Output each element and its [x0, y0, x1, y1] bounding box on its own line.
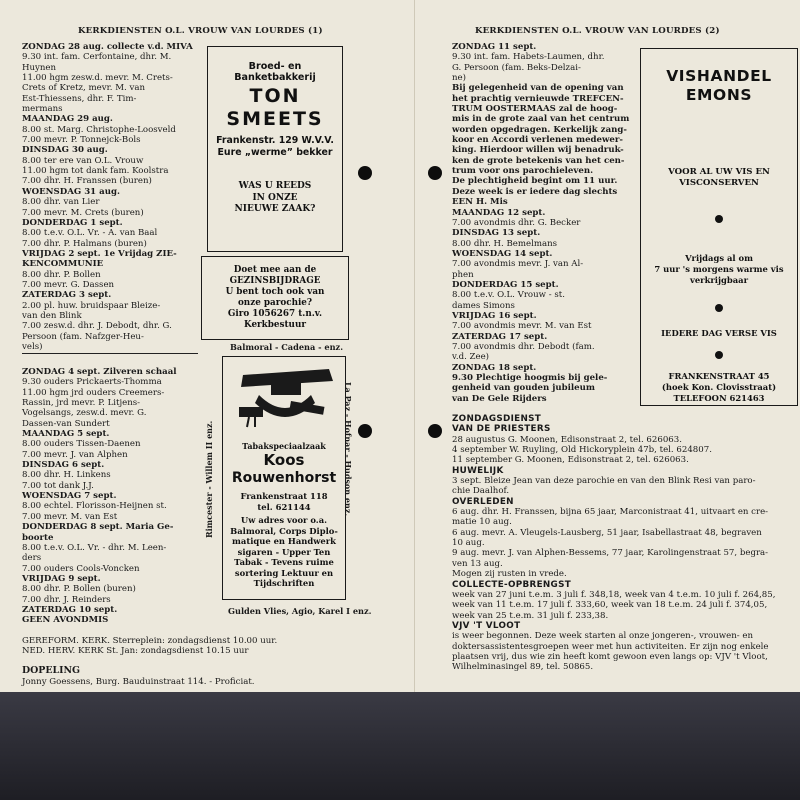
ad-emons-line: verkrijgbaar — [689, 275, 748, 285]
bullet-dot-icon — [641, 351, 797, 359]
ad-ton-line: NIEUWE ZAAK? — [234, 204, 316, 214]
binder-hole-icon — [428, 166, 442, 180]
left-bottom-lines-line: ZATERDAG 10 sept. — [22, 604, 118, 615]
left-bottom-lines-line: VRIJDAG 9 sept. — [22, 573, 101, 584]
left-top-lines-line: Crets of Kretz, mevr. M. van — [22, 83, 146, 94]
right-top-lines-line: 7.00 avondmis mevr. M. van Est — [452, 321, 592, 332]
right-top-lines-line: ZATERDAG 17 sept. — [452, 331, 548, 342]
ad-koos-bottom-brands: Gulden Vlies, Agio, Karel I enz. — [228, 606, 372, 616]
ad-emons-line: Vrijdags al om — [685, 253, 753, 263]
right-bottom-lines-line: COLLECTE-OPBRENGST — [452, 579, 572, 590]
left-top-lines-line: DONDERDAG 1 sept. — [22, 217, 123, 228]
left-bottom-lines-line: Vogelsangs, zesw.d. mevr. G. — [22, 408, 147, 419]
right-top-lines-line: Bij gelegenheid van de opening van — [452, 83, 624, 94]
ad-gezins-line: onze parochie? — [237, 298, 313, 308]
ad-ton-line: Banketbakkerij — [234, 72, 316, 83]
ad-emons-address: FRANKENSTRAAT 45 — [668, 371, 770, 381]
right-bottom-lines-line: ZONDAGSDIENST — [452, 414, 542, 424]
left-bottom-lines-line: 8.00 echtel. Florisson-Heijnen st. — [22, 501, 167, 512]
right-top-lines-line: trum voor ons parochieleven. — [452, 166, 594, 177]
ad-koos-top-brands: Balmoral - Cadena - enz. — [230, 342, 344, 352]
ad-emons-slogan: VOOR AL UW VIS EN — [668, 167, 770, 177]
right-bottom-lines-line: 6 aug. dhr. H. Franssen, bijna 65 jaar, Marconistraat 41, uitvaart en cre- — [452, 507, 769, 518]
left-top-lines-line: Est-Thiessens, dhr. F. Tim- — [22, 93, 137, 104]
right-top-lines-line: ne) — [452, 73, 466, 84]
ad-koos-rouwenhorst — [222, 356, 346, 600]
right-top-lines-line: Deze week is er iedere dag slechts — [452, 186, 618, 197]
left-bottom-lines-line: 9.30 ouders Prickaerts-Thomma — [22, 377, 162, 388]
ad-gezins-line: U bent toch ook van — [225, 287, 325, 297]
ad-koos-line: Rouwenhorst — [231, 470, 337, 486]
left-top-lines-line: 8.00 dhr. P. Bollen — [22, 269, 101, 280]
left-bottom-lines-line: DINSDAG 6 sept. — [22, 460, 105, 471]
left-top-lines-line: 7.00 mevr. M. Crets (buren) — [22, 207, 144, 218]
left-top-lines-line: 8.00 dhr. van Lier — [22, 197, 100, 208]
ad-koos-line: matique en Handwerk — [232, 536, 336, 546]
left-bottom-lines-line: 7.00 mevr. J. van Alphen — [22, 449, 128, 460]
right-top-lines-line: 7.00 avondmis dhr. G. Becker — [452, 217, 581, 228]
right-top-lines-line: worden opgedragen. Kerkelijk zang- — [452, 124, 627, 135]
right-top-lines-line: koor en Accordi verlenen medewer- — [452, 135, 623, 146]
left-bottom-lines-line: 8.00 ouders Tissen-Daenen — [22, 439, 141, 450]
ad-koos-line: Frankenstraat 118 — [240, 491, 328, 501]
right-top-schedule — [452, 42, 630, 404]
bullet-dot-icon — [641, 304, 797, 312]
right-bottom-lines-line: VJV 'T VLOOT — [452, 620, 521, 631]
left-bottom-lines-line: Dassen-van Sundert — [22, 418, 110, 429]
right-top-lines-line: v.d. Zee) — [452, 352, 490, 363]
ad-ton-line: Broed- en — [248, 61, 302, 72]
left-top-lines-line: 7.00 zesw.d. dhr. J. Debodt, dhr. G. — [22, 321, 172, 332]
right-bottom-lines-line: 28 augustus G. Moonen, Edisonstraat 2, tel. 626063. — [452, 434, 682, 445]
left-top-lines-line: 11.00 hgm tot dank fam. Koolstra — [22, 166, 169, 177]
right-bottom-lines-line: 4 september W. Ruyling, Old Hickoryplein 47b, tel. 624807. — [452, 445, 712, 456]
right-bottom-lines-line: Wilhelminasingel 89, tel. 50865. — [452, 662, 594, 673]
ad-koos-line: Balmoral, Corps Diplo- — [230, 525, 338, 536]
left-bottom-lines-line: DOPELING — [22, 665, 81, 677]
left-bottom-lines-line: 8.00 dhr. P. Bollen (buren) — [22, 584, 136, 595]
ad-gezins-line: GEZINSBIJDRAGE — [229, 276, 321, 286]
right-bottom-lines-line: week van 11 t.e.m. 17 juli f. 333,60, week van 18 t.e.m. 24 juli f. 374,05, — [452, 600, 768, 611]
left-bottom-lines-line: 7.00 ouders Cools-Voncken — [22, 563, 140, 574]
ad-koos-line: sigaren - Upper Ten — [237, 546, 331, 557]
cigar-smoker-illustration-icon — [229, 361, 339, 431]
left-bottom-lines-line: GEREFORM. KERK. Sterreplein: zondagsdienst 10.00 uur. — [22, 635, 278, 646]
ad-ton-line: TON — [249, 85, 301, 107]
right-top-lines-line: dames Simons — [452, 300, 515, 311]
right-top-lines-line: 8.00 t.e.v. O.L. Vrouw - st. — [452, 290, 565, 301]
right-bottom-lines-line: 6 aug. mevr. A. Vleugels-Lausberg, 51 jaar, Isabellastraat 48, begraven — [452, 527, 762, 538]
right-top-lines-line: VRIJDAG 16 sept. — [452, 310, 537, 321]
left-bottom-lines-line: 8.00 t.e.v. O.L. Vr. - dhr. M. Leen- — [22, 542, 167, 553]
ad-koos-line: Koos — [263, 451, 305, 469]
ad-gezins-line: Doet mee aan de — [233, 265, 317, 275]
right-top-lines-line: DINSDAG 13 sept. — [452, 228, 541, 239]
left-bottom-lines-line: GEEN AVONDMIS — [22, 615, 109, 626]
right-top-lines-line: G. Persoon (fam. Beks-Delzai- — [452, 62, 581, 73]
left-bottom-lines-line: MAANDAG 5 sept. — [22, 429, 110, 440]
left-top-lines-line: MAANDAG 29 aug. — [22, 114, 113, 125]
right-top-lines-line: WOENSDAG 14 sept. — [452, 248, 553, 259]
left-bottom-lines-line — [22, 626, 204, 636]
left-bottom-lines-line: ders — [22, 553, 42, 564]
right-bottom-lines-line: week van 27 juni t.e.m. 3 juli f. 348,18, week van 4 t.e.m. 10 juli f. 264,85, — [452, 589, 776, 600]
left-bottom-lines-line: NED. HERV. KERK St. Jan: zondagsdienst 10.15 uur — [22, 645, 249, 656]
ad-emons-address: (hoek Kon. Clovisstraat) — [661, 382, 777, 392]
right-top-lines-line: ken de grote betekenis van het cen- — [452, 155, 625, 166]
ad-gezins-line: Kerkbestuur — [244, 320, 306, 330]
right-top-lines-line: 7.00 avondmis dhr. Debodt (fam. — [452, 341, 595, 352]
right-bottom-lines-line: matie 10 aug. — [452, 517, 512, 528]
right-top-lines-line: genheid van gouden jubileum — [452, 383, 595, 394]
right-top-lines-line: 9.30 int. fam. Habets-Laumen, dhr. — [452, 52, 605, 63]
binder-hole-icon — [358, 424, 372, 438]
left-bottom-lines-line: DONDERDAG 8 sept. Maria Ge- — [22, 522, 174, 533]
left-top-lines-line: 7.00 mevr. G. Dassen — [22, 279, 115, 290]
left-bottom-lines-line: 7.00 dhr. J. Reinders — [22, 594, 111, 605]
left-top-lines-line: 8.00 st. Marg. Christophe-Loosveld — [22, 124, 176, 135]
ad-emons-title: VISHANDEL — [666, 67, 772, 85]
ad-ton-line: SMEETS — [226, 108, 324, 130]
ad-ton-smeets — [207, 46, 343, 252]
left-top-lines-line: van den Blink — [22, 310, 82, 321]
right-bottom-notices — [452, 414, 796, 673]
right-top-lines-line: 9.30 Plechtige hoogmis bij gele- — [452, 373, 608, 383]
left-top-lines-line: Persoon (fam. Nafzger-Heu- — [22, 331, 144, 342]
right-bottom-lines-line: 3 sept. Bleize Jean van deze parochie en van den Blink Resi van paro- — [452, 476, 756, 487]
right-bottom-lines-line: doktersassistentesgroepen weer met hun activiteiten. Er zijn nog enkele — [452, 641, 769, 652]
background-surface — [0, 692, 800, 800]
ad-emons-slogan: VISCONSERVEN — [679, 178, 759, 188]
right-top-lines-line: het prachtig vernieuwde TREFCEN- — [452, 93, 624, 104]
left-top-lines-line: 8.00 ter ere van O.L. Vrouw — [22, 155, 144, 166]
right-bottom-lines-line: 10 aug. — [452, 538, 485, 549]
left-bottom-lines-line: ZONDAG 4 sept. Zilveren schaal — [22, 367, 177, 377]
ad-ton-line: WAS U REEDS — [238, 181, 312, 191]
right-top-lines-line: De plechtigheid begint om 11 uur. — [452, 176, 618, 187]
left-top-lines-line: VRIJDAG 2 sept. 1e Vrijdag ZIE- — [22, 248, 177, 259]
left-top-lines-line: 7.00 dhr. H. Franssen (buren) — [22, 176, 152, 187]
ad-emons-line: 7 uur 's morgens warme vis — [654, 264, 784, 274]
left-top-lines-line: ZONDAG 28 aug. collecte v.d. MIVA — [22, 42, 193, 52]
right-top-lines-line: EEN H. Mis — [452, 197, 508, 208]
left-top-lines-line: DINSDAG 30 aug. — [22, 145, 108, 156]
left-bottom-lines-line: Rassin, jrd mevr. P. Litjens- — [22, 398, 141, 409]
right-bottom-lines-line: VAN DE PRIESTERS — [452, 424, 551, 435]
ad-koos-left-brands: Rimcester - Willem II enz. — [204, 420, 214, 538]
left-bottom-lines-line: WOENSDAG 7 sept. — [22, 491, 117, 502]
ad-koos-line: tel. 621144 — [257, 501, 311, 512]
left-top-lines-line: Huynen — [22, 62, 57, 73]
right-bottom-lines-line: plaatsen vrij, dus wie zin heeft komt gewoon even langs op: VJV 't Vloot, — [452, 651, 768, 662]
binder-hole-icon — [428, 424, 442, 438]
ad-emons-daily: IEDERE DAG VERSE VIS — [661, 328, 777, 338]
right-bottom-lines-line: 11 september G. Moonen, Edisonstraat 2, tel. 626063. — [452, 455, 689, 466]
ad-emons-title: EMONS — [685, 86, 753, 104]
right-top-lines-line: mis in de grote zaal van het centrum — [452, 114, 630, 125]
left-top-lines-line: 7.00 mevr. P. Tonnejck-Bols — [22, 135, 141, 146]
right-bottom-lines-line: HUWELIJK — [452, 465, 504, 476]
right-bottom-lines-line: is weer begonnen. Deze week starten al onze jongeren-, vrouwen- en — [452, 631, 753, 642]
right-top-lines-line: king. Hierdoor willen wij benadruk- — [452, 145, 624, 156]
ad-ton-line: Frankenstr. 129 W.V.V. — [216, 135, 334, 146]
left-top-lines-line: vels) — [22, 341, 43, 352]
ad-ton-line: Eure „werme” bekker — [217, 147, 333, 158]
left-page-header: KERKDIENSTEN O.L. VROUW VAN LOURDES (1) — [78, 26, 323, 36]
ad-ton-line: IN ONZE — [252, 192, 298, 203]
right-top-lines-line: DONDERDAG 15 sept. — [452, 279, 559, 290]
ad-vishandel-emons — [640, 48, 798, 406]
ad-koos-line: Tabakspeciaalzaak — [242, 441, 326, 451]
left-top-lines-line: KENCOMMUNIE — [22, 259, 104, 270]
right-top-lines-line: van De Gele Rijders — [452, 393, 547, 404]
right-bottom-lines-line: Mogen zij rusten in vrede. — [452, 569, 567, 580]
left-top-lines-line: 9.30 int. fam. Cerfontaine, dhr. M. — [22, 52, 172, 63]
left-top-schedule — [22, 42, 202, 352]
right-top-lines-line: MAANDAG 12 sept. — [452, 207, 546, 218]
ad-koos-right-brands: La Paz - Hofnar - Hudson enz. — [343, 382, 353, 517]
right-bottom-lines-line: week van 25 t.e.m. 31 juli f. 233,38. — [452, 610, 609, 621]
page-fold — [414, 0, 415, 692]
right-bottom-lines-line: chie Daalhof. — [452, 486, 510, 497]
right-top-lines-line: ZONDAG 18 sept. — [452, 362, 537, 373]
right-bottom-lines-line: ven 13 aug. — [452, 558, 503, 569]
left-top-lines-line: mermans — [22, 104, 63, 115]
ad-gezinsbijdrage — [201, 256, 349, 340]
left-bottom-lines-line: 11.00 hgm jrd ouders Creemers- — [22, 387, 165, 398]
right-bottom-lines-line: OVERLEDEN — [452, 496, 514, 507]
left-top-lines-line: 8.00 t.e.v. O.L. Vr. - A. van Baal — [22, 228, 158, 239]
left-top-lines-line: ZATERDAG 3 sept. — [22, 290, 112, 301]
right-top-lines-line: phen — [452, 269, 474, 280]
left-top-lines-line: 11.00 hgm zesw.d. mevr. M. Crets- — [22, 73, 173, 84]
bullet-dot-icon — [641, 215, 797, 223]
right-page-header: KERKDIENSTEN O.L. VROUW VAN LOURDES (2) — [475, 26, 720, 36]
left-column-divider — [22, 353, 198, 354]
right-top-lines-line: 8.00 dhr. H. Bemelmans — [452, 238, 558, 249]
ad-koos-line: Tabak - Tevens ruime — [234, 557, 334, 567]
left-bottom-lines-line: 7.00 tot dank J.J. — [22, 480, 94, 491]
ad-koos-line: sortering Lektuur en — [234, 567, 334, 578]
left-bottom-lines-line: boorte — [22, 532, 54, 543]
ad-emons-phone: TELEFOON 621463 — [673, 393, 765, 403]
left-top-lines-line: 7.00 dhr. P. Halmans (buren) — [22, 238, 147, 249]
left-bottom-lines-line: 7.00 mevr. M. van Est — [22, 511, 118, 522]
left-bottom-lines-line: Jonny Goessens, Burg. Bauduinstraat 114. - Proficiat. — [22, 676, 255, 687]
left-top-lines-line: 2.00 pl. huw. bruidspaar Bleize- — [22, 300, 161, 311]
ad-koos-line: Uw adres voor o.a. — [240, 515, 328, 525]
right-bottom-lines-line: 9 aug. mevr. J. van Alphen-Bessems, 77 jaar, Karolingenstraat 57, begra- — [452, 548, 769, 559]
left-top-lines-line: WOENSDAG 31 aug. — [22, 186, 120, 197]
ad-koos-line: Tijdschriften — [253, 578, 315, 588]
right-top-lines-line: 7.00 avondmis mevr. J. van Al- — [452, 259, 584, 270]
left-bottom-lines-line: 8.00 dhr. H. Linkens — [22, 470, 111, 481]
binder-hole-icon — [358, 166, 372, 180]
ad-gezins-line: Giro 1056267 t.n.v. — [227, 309, 323, 319]
right-top-lines-line: ZONDAG 11 sept. — [452, 42, 537, 52]
right-top-lines-line: TRUM OOSTERMAAS zal de hoog- — [452, 104, 618, 115]
